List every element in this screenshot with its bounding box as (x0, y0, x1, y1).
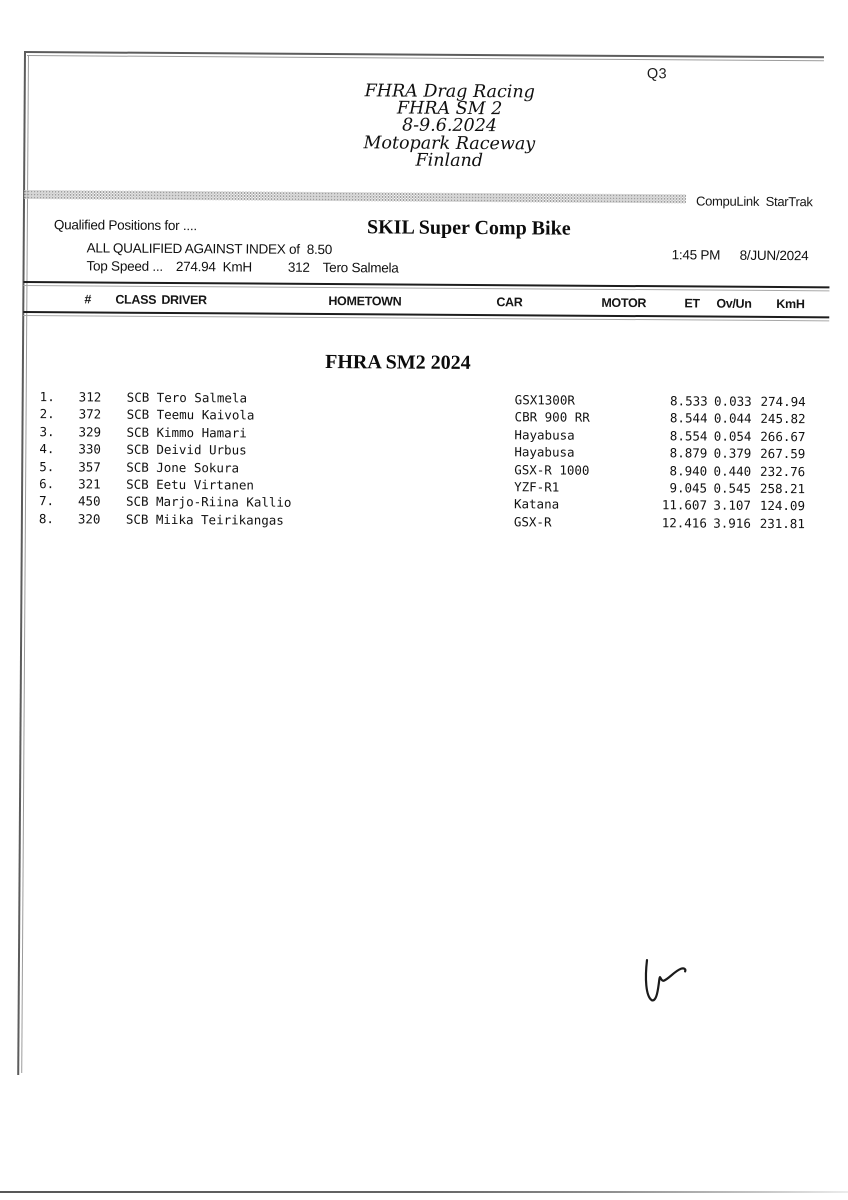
row-car: GSX-R (513, 514, 552, 530)
row-class: SCB (126, 389, 150, 405)
row-entry-number: 321 (78, 476, 101, 492)
row-class: SCB (125, 511, 149, 527)
row-position: 2. (39, 406, 55, 422)
top-speed-label: Top Speed ... (86, 258, 163, 274)
col-header-et: ET (684, 296, 700, 311)
row-car: CBR 900 RR (514, 409, 590, 426)
row-driver: Miika Teirikangas (155, 511, 284, 528)
event-title-block (289, 83, 610, 171)
row-position: 1. (39, 389, 55, 405)
timing-system-brand: CompuLink StarTrak (695, 193, 813, 210)
qualified-positions-label: Qualified Positions for .... (53, 217, 197, 234)
row-car: Hayabusa (514, 444, 575, 460)
col-header-car: CAR (496, 295, 523, 310)
top-speed-driver: Tero Salmela (322, 259, 399, 276)
row-kmh: 266.67 (760, 428, 806, 444)
row-entry-number: 372 (78, 406, 102, 422)
row-kmh: 232.76 (760, 463, 806, 479)
row-driver: Eetu Virtanen (156, 476, 255, 493)
col-header-hometown: HOMETOWN (328, 294, 402, 309)
row-car: Hayabusa (514, 427, 575, 443)
row-car: Katana (513, 496, 560, 512)
index-line: ALL QUALIFIED AGAINST INDEX of 8.50 (86, 240, 333, 258)
row-et: 8.544 (669, 410, 708, 426)
row-driver: Deivid Urbus (156, 442, 247, 458)
row-class: SCB (126, 407, 150, 423)
row-ovun: 3.916 (713, 515, 751, 531)
row-et: 8.879 (669, 445, 708, 461)
row-driver: Kimmo Hamari (156, 424, 247, 441)
row-entry-number: 312 (78, 389, 102, 405)
row-entry-number: 329 (78, 424, 102, 440)
event-title-line: 8-9.6.2024 (401, 115, 498, 137)
row-kmh: 274.94 (760, 393, 806, 410)
row-class: SCB (125, 494, 149, 510)
row-ovun: 0.440 (713, 463, 752, 479)
col-header-driver: DRIVER (161, 292, 207, 308)
row-car: GSX-R 1000 (514, 461, 590, 478)
row-ovun: 0.033 (714, 393, 752, 409)
row-driver: Tero Salmela (156, 389, 248, 406)
col-header-ovun: Ov/Un (716, 296, 752, 311)
row-position: 8. (38, 510, 55, 527)
row-kmh: 267.59 (760, 446, 806, 462)
col-header-class: CLASS (115, 292, 157, 307)
row-kmh: 231.81 (759, 515, 805, 531)
row-et: 8.940 (669, 462, 708, 479)
col-header-motor: MOTOR (601, 295, 647, 311)
row-position: 5. (39, 458, 55, 474)
scan-bottom-edge (0, 1191, 848, 1193)
row-position: 3. (39, 423, 55, 440)
row-entry-number: 450 (77, 493, 101, 509)
row-driver: Jone Sokura (156, 459, 240, 476)
row-ovun: 3.107 (713, 497, 752, 514)
row-class: SCB (126, 441, 149, 458)
row-et: 9.045 (669, 480, 708, 496)
row-et: 8.533 (670, 393, 708, 409)
row-class: SCB (126, 476, 149, 492)
row-position: 6. (39, 476, 55, 492)
row-et: 8.554 (669, 428, 708, 444)
event-title-line: Finland (415, 150, 484, 171)
top-speed-number: 312 (287, 259, 310, 275)
row-entry-number: 320 (77, 511, 101, 527)
row-entry-number: 357 (78, 458, 101, 475)
row-class: SCB (126, 424, 150, 440)
row-car: GSX1300R (514, 392, 575, 408)
event-title-line: FHRA SM 2 (396, 98, 503, 120)
row-entry-number: 330 (78, 441, 101, 457)
row-class: SCB (126, 459, 149, 475)
row-ovun: 0.379 (713, 445, 752, 462)
row-et: 12.416 (661, 515, 707, 531)
print-time: 1:45 PM (671, 247, 721, 263)
event-title-line: FHRA Drag Racing (364, 81, 535, 103)
row-car: YZF-R1 (514, 479, 560, 495)
row-position: 4. (39, 441, 55, 457)
col-header-kmh: KmH (776, 296, 805, 312)
top-speed-line (87, 258, 399, 275)
row-kmh: 124.09 (759, 498, 806, 514)
event-title-line: Motopark Raceway (363, 132, 536, 155)
row-driver: Marjo-Riina Kallio (155, 494, 292, 511)
column-header-row (0, 292, 846, 314)
row-kmh: 245.82 (760, 411, 806, 427)
print-date: 8/JUN/2024 (739, 247, 809, 264)
row-et: 11.607 (661, 497, 708, 513)
row-driver: Teemu Kaivola (156, 407, 255, 423)
row-position: 7. (38, 493, 55, 509)
row-ovun: 0.044 (713, 410, 752, 427)
row-ovun: 0.054 (713, 428, 752, 444)
col-header-number: # (84, 292, 92, 307)
class-title: SKIL Super Comp Bike (366, 216, 571, 240)
halftone-divider (24, 190, 686, 203)
run-number-label: Q3 (646, 66, 668, 83)
row-kmh: 258.21 (759, 480, 806, 497)
row-ovun: 0.545 (713, 480, 752, 496)
handwritten-mark (632, 948, 704, 1020)
section-title: FHRA SM2 2024 (325, 351, 471, 374)
top-speed-value: 274.94 KmH (175, 259, 252, 275)
